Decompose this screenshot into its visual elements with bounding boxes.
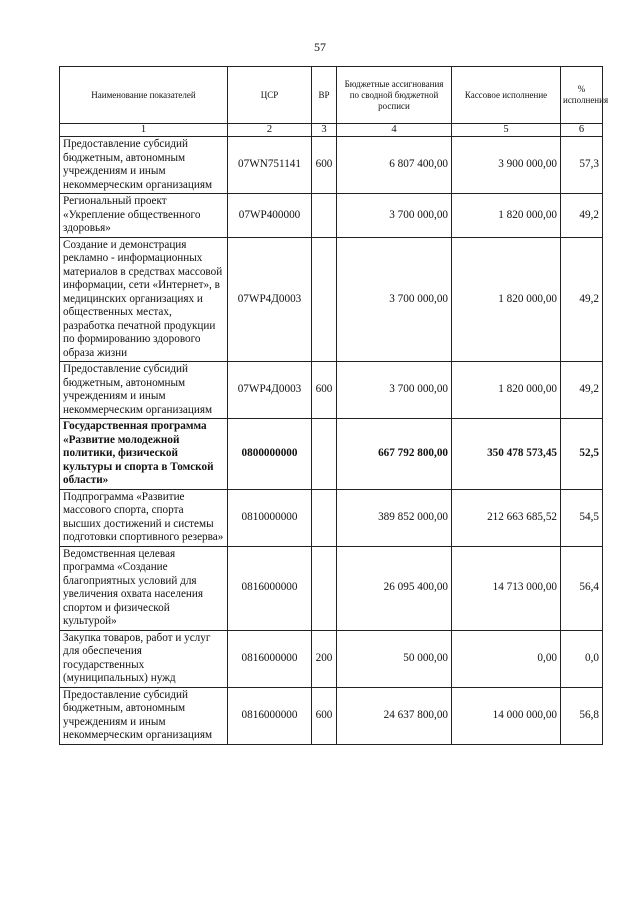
row-budget-cell: 667 792 800,00 [337, 419, 452, 490]
row-cash-cell: 14 713 000,00 [452, 546, 561, 630]
row-csr-cell: 0816000000 [228, 630, 312, 687]
column-number: 1 [60, 124, 228, 137]
column-number: 5 [452, 124, 561, 137]
row-csr-cell: 07WP400000 [228, 194, 312, 238]
row-cash-cell: 1 820 000,00 [452, 237, 561, 362]
header-vr: ВР [312, 67, 337, 124]
row-percent-cell: 49,2 [561, 194, 603, 238]
row-csr-cell: 0816000000 [228, 546, 312, 630]
column-number-row [60, 124, 603, 137]
row-vr-cell [312, 419, 337, 490]
row-vr-cell [312, 237, 337, 362]
row-vr-cell: 200 [312, 630, 337, 687]
budget-execution-table [59, 66, 609, 745]
row-percent-cell: 56,8 [561, 687, 603, 744]
table-row [60, 237, 603, 362]
row-csr-cell: 07WP4Д0003 [228, 237, 312, 362]
table-row [60, 630, 603, 687]
page-number: 57 [314, 40, 326, 54]
table-row [60, 489, 603, 546]
row-name-cell: Предоставление субсидий бюджетным, автономным учреждениям и иным некоммерческим организациям [60, 362, 228, 419]
header-csr: ЦСР [228, 67, 312, 124]
column-number: 2 [228, 124, 312, 137]
row-csr-cell: 0800000000 [228, 419, 312, 490]
row-percent-cell: 49,2 [561, 362, 603, 419]
row-percent-cell: 54,5 [561, 489, 603, 546]
row-budget-cell: 389 852 000,00 [337, 489, 452, 546]
row-csr-cell: 0810000000 [228, 489, 312, 546]
row-csr-cell: 07WN751141 [228, 137, 312, 194]
row-name-cell: Ведомственная целевая программа «Создание благоприятных условий для увеличения охвата населения спортом и физической культурой» [60, 546, 228, 630]
table-row [60, 687, 603, 744]
row-cash-cell: 350 478 573,45 [452, 419, 561, 490]
table-row [60, 137, 603, 194]
table-body [60, 137, 603, 745]
row-percent-cell: 52,5 [561, 419, 603, 490]
row-vr-cell [312, 194, 337, 238]
row-name-cell: Закупка товаров, работ и услуг для обеспечения государственных (муниципальных) нужд [60, 630, 228, 687]
row-budget-cell: 6 807 400,00 [337, 137, 452, 194]
table-header-row [60, 67, 603, 124]
row-vr-cell: 600 [312, 137, 337, 194]
column-number: 3 [312, 124, 337, 137]
table-row [60, 546, 603, 630]
row-vr-cell [312, 489, 337, 546]
header-name: Наименование показателей [60, 67, 228, 124]
row-budget-cell: 3 700 000,00 [337, 194, 452, 238]
row-budget-cell: 3 700 000,00 [337, 362, 452, 419]
column-number: 4 [337, 124, 452, 137]
table-row [60, 419, 603, 490]
row-vr-cell: 600 [312, 687, 337, 744]
table-row [60, 362, 603, 419]
row-name-cell: Предоставление субсидий бюджетным, автономным учреждениям и иным некоммерческим организациям [60, 687, 228, 744]
row-cash-cell: 0,00 [452, 630, 561, 687]
row-cash-cell: 212 663 685,52 [452, 489, 561, 546]
header-budget: Бюджетные ассигнования по сводной бюджетной росписи [337, 67, 452, 124]
header-cash: Кассовое исполнение [452, 67, 561, 124]
row-name-cell: Государственная программа «Развитие молодежной политики, физической культуры и спорта в Томской области» [60, 419, 228, 490]
row-budget-cell: 26 095 400,00 [337, 546, 452, 630]
row-percent-cell: 0,0 [561, 630, 603, 687]
header-percent: % исполнения [561, 67, 603, 124]
row-vr-cell [312, 546, 337, 630]
row-budget-cell: 24 637 800,00 [337, 687, 452, 744]
row-name-cell: Подпрограмма «Развитие массового спорта, спорта высших достижений и системы подготовки спортивного резерва» [60, 489, 228, 546]
column-number: 6 [561, 124, 603, 137]
row-cash-cell: 14 000 000,00 [452, 687, 561, 744]
row-percent-cell: 49,2 [561, 237, 603, 362]
row-percent-cell: 57,3 [561, 137, 603, 194]
row-name-cell: Предоставление субсидий бюджетным, автономным учреждениям и иным некоммерческим организациям [60, 137, 228, 194]
row-name-cell: Региональный проект «Укрепление общественного здоровья» [60, 194, 228, 238]
row-cash-cell: 1 820 000,00 [452, 362, 561, 419]
table-row [60, 194, 603, 238]
row-csr-cell: 07WP4Д0003 [228, 362, 312, 419]
row-csr-cell: 0816000000 [228, 687, 312, 744]
row-budget-cell: 3 700 000,00 [337, 237, 452, 362]
row-vr-cell: 600 [312, 362, 337, 419]
row-cash-cell: 3 900 000,00 [452, 137, 561, 194]
row-cash-cell: 1 820 000,00 [452, 194, 561, 238]
row-name-cell: Создание и демонстрация рекламно - информационных материалов в средствах массовой информации, сети «Интернет», в медицинских организациях и общественных местах, разработка печатной продукции по формированию здорового образа жизни [60, 237, 228, 362]
row-budget-cell: 50 000,00 [337, 630, 452, 687]
row-percent-cell: 56,4 [561, 546, 603, 630]
